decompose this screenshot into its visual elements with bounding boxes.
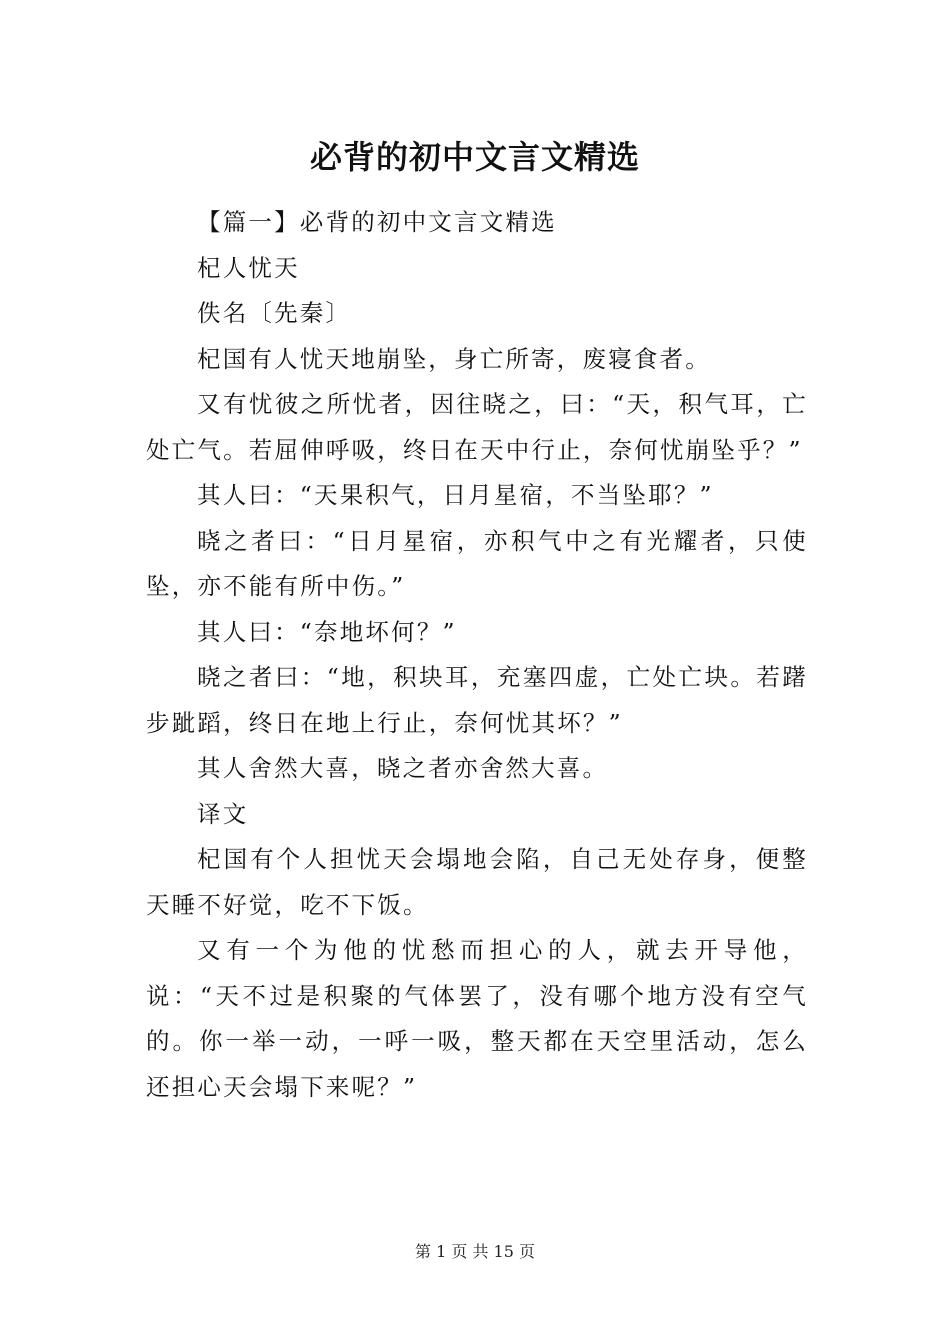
document-body (146, 200, 808, 1110)
paragraph-text: 晓之者曰：“日月星宿，亦积气中之有光耀者，只使坠，亦不能有所中伤。” (146, 526, 808, 600)
paragraph-translation-heading: 译文 (197, 799, 249, 828)
paragraph-author: 佚名〔先秦〕 (197, 299, 352, 327)
paragraph-poem-title: 杞人忧天 (197, 253, 300, 282)
paragraph-text: 其人曰：“奈地坏何？” (197, 617, 457, 646)
page-footer: 第 1 页 共 15 页 (415, 1242, 535, 1261)
paragraph-text: 其人曰：“天果积气，日月星宿，不当坠耶？” (197, 481, 714, 509)
paragraph-translation: 又有一个为他的忧愁而担心的人，就去开导他，说：“天不过是积聚的气体罢了，没有哪个地方没有空气的。你一举一动，一呼一吸，整天都在天空里活动，怎么还担心天会塌下来呢？” (146, 936, 808, 1101)
paragraph-text: 其人舍然大喜，晓之者亦舍然大喜。 (197, 754, 609, 782)
paragraph-text: 又有忧彼之所忧者，因往晓之，曰：“天，积气耳，亡处亡气。若屈伸呼吸，终日在天中行止，奈何忧崩坠乎？” (146, 390, 808, 464)
paragraph-text: 杞国有人忧天地崩坠，身亡所寄，废寝食者。 (197, 344, 711, 373)
paragraph-section-heading: 【篇一】必背的初中文言文精选 (197, 208, 557, 236)
paragraph-translation: 杞国有个人担忧天会塌地会陷，自己无处存身，便整天睡不好觉，吃不下饭。 (146, 845, 808, 919)
page-title: 必背的初中文言文精选 (309, 138, 640, 176)
paragraph-text: 晓之者曰：“地，积块耳，充塞四虚，亡处亡块。若躇步跐蹈，终日在地上行止，奈何忧其坏？” (146, 663, 808, 737)
